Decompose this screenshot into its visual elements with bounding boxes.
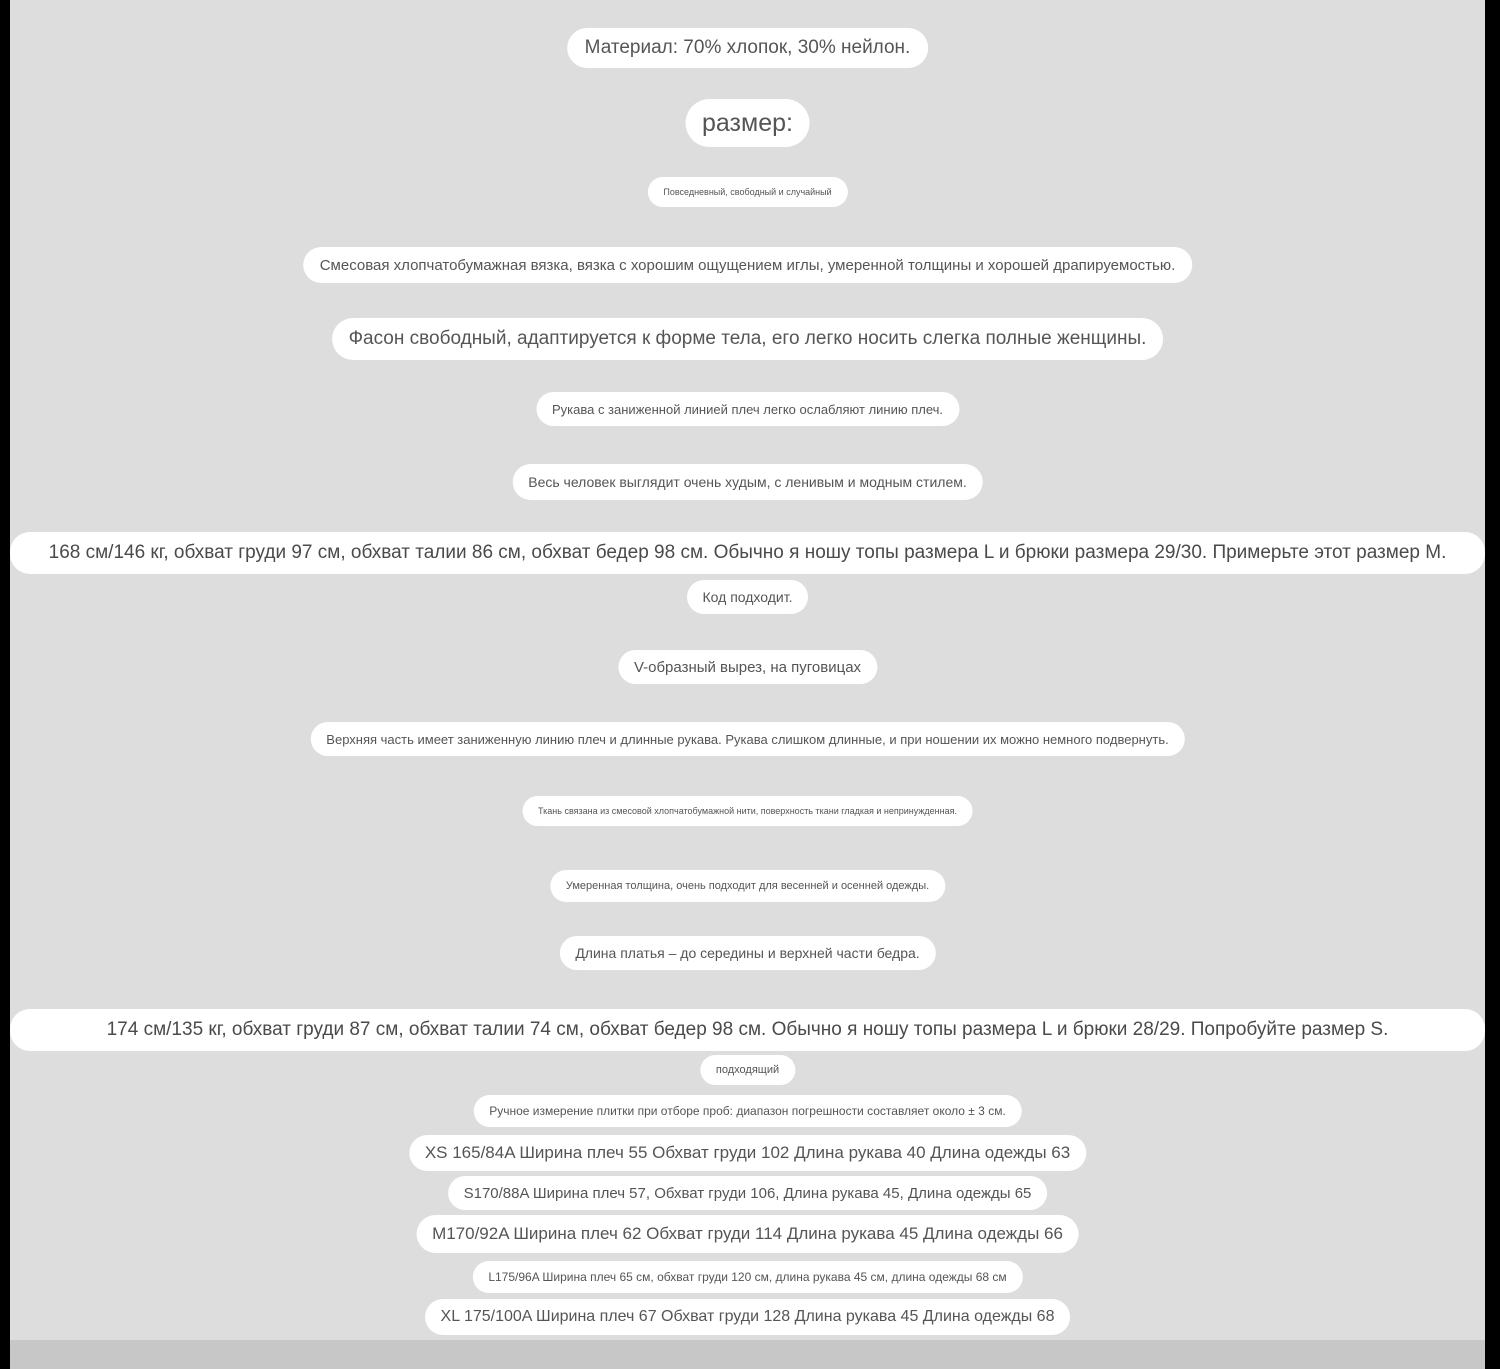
- knit-description: Смесовая хлопчатобумажная вязка, вязка с хорошим ощущением иглы, умеренной толщины и хорошей драпируемостью.: [303, 247, 1193, 283]
- size-row-xs: XS 165/84A Ширина плеч 55 Обхват груди 102 Длина рукава 40 Длина одежды 63: [409, 1135, 1086, 1171]
- top-shoulder-text: Верхняя часть имеет заниженную линию плеч и длинные рукава. Рукава слишком длинные, и при ношении их можно немного подвернуть.: [310, 722, 1184, 756]
- model-1-fit-note: Код подходит.: [687, 580, 809, 614]
- size-row-l: L175/96A Ширина плеч 65 см, обхват груди 120 см, длина рукава 45 см, длина одежды 68 см: [472, 1261, 1022, 1293]
- silhouette-description: Весь человек выглядит очень худым, с ленивым и модным стилем.: [512, 464, 983, 500]
- size-heading: размер:: [685, 99, 810, 147]
- content-area: [10, 0, 1485, 1340]
- size-row-s: S170/88A Ширина плеч 57, Обхват груди 106, Длина рукава 45, Длина одежды 65: [448, 1176, 1048, 1210]
- length-text: Длина платья – до середины и верхней части бедра.: [559, 936, 935, 970]
- thickness-text: Умеренная толщина, очень подходит для весенней и осенней одежды.: [550, 870, 945, 902]
- size-row-xl: XL 175/100A Ширина плеч 67 Обхват груди 128 Длина рукава 45 Длина одежды 68: [425, 1299, 1071, 1335]
- neckline-text: V-образный вырез, на пуговицах: [618, 650, 877, 684]
- measurement-note: Ручное измерение плитки при отборе проб: диапазон погрешности составляет около ± 3 см.: [473, 1095, 1022, 1127]
- sleeve-description: Рукава с заниженной линией плеч легко ослабляют линию плеч.: [536, 392, 959, 426]
- model-2-fit-note: подходящий: [700, 1055, 795, 1085]
- model-1-measurements: 168 см/146 кг, обхват груди 97 см, обхват талии 86 см, обхват бедер 98 см. Обычно я ношу топы размера L и брюки размера 29/30. Примерьте этот размер М.: [10, 532, 1485, 574]
- fit-description: Фасон свободный, адаптируется к форме тела, его легко носить слегка полные женщины.: [332, 318, 1164, 360]
- size-row-m: M170/92A Ширина плеч 62 Обхват груди 114 Длина рукава 45 Длина одежды 66: [416, 1215, 1079, 1253]
- bottom-strip: [10, 1340, 1485, 1369]
- material-text: Материал: 70% хлопок, 30% нейлон.: [567, 28, 929, 68]
- fabric-text: Ткань связана из смесовой хлопчатобумажной нити, поверхность ткани гладкая и непринужденная.: [522, 796, 973, 826]
- style-text: Повседневный, свободный и случайный: [647, 177, 847, 207]
- model-2-measurements: 174 см/135 кг, обхват груди 87 см, обхват талии 74 см, обхват бедер 98 см. Обычно я ношу топы размера L и брюки 28/29. Попробуйте размер S.: [10, 1009, 1485, 1051]
